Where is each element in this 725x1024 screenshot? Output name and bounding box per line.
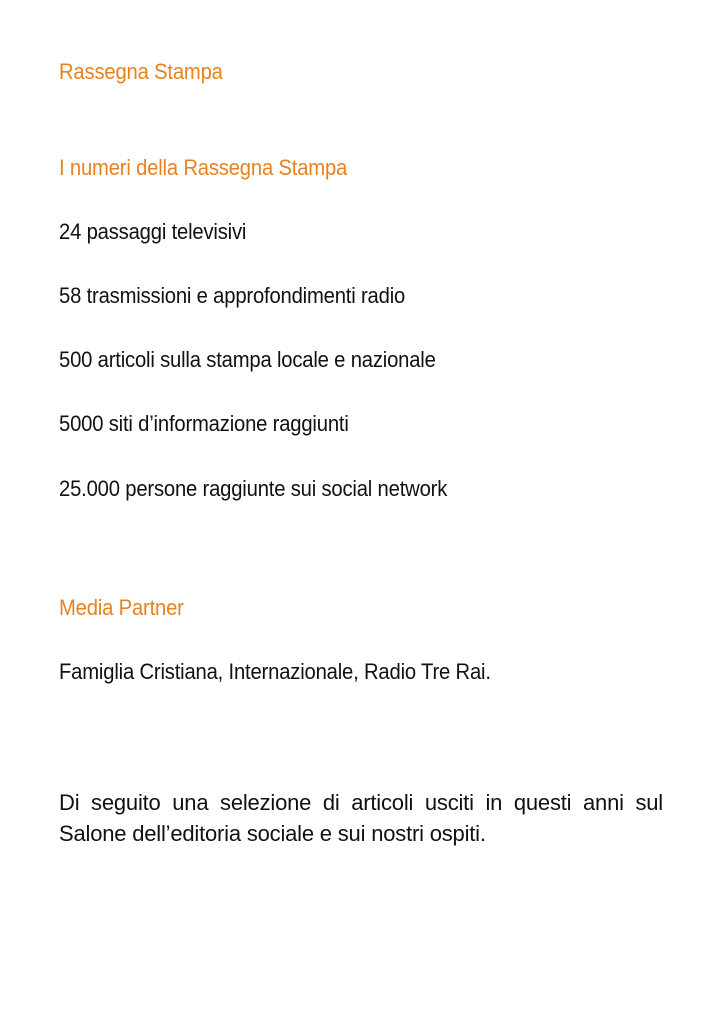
numbers-item-websites: 5000 siti d’informazione raggiunti — [59, 411, 349, 436]
page-title: Rassegna Stampa — [59, 59, 223, 84]
numbers-item-social: 25.000 persone raggiunte sui social network — [59, 476, 448, 501]
numbers-item-tv: 24 passaggi televisivi — [59, 219, 247, 244]
media-partner-heading: Media Partner — [59, 595, 184, 620]
media-partner-list: Famiglia Cristiana, Internazionale, Radio Tre Rai. — [59, 659, 491, 684]
closing-paragraph: Di seguito una selezione di articoli usciti in questi anni sul Salone dell’editoria sociale e sui nostri ospiti. — [59, 790, 663, 846]
numbers-item-radio: 58 trasmissioni e approfondimenti radio — [59, 283, 406, 308]
numbers-item-press: 500 articoli sulla stampa locale e nazionale — [59, 347, 436, 372]
numbers-section-heading: I numeri della Rassegna Stampa — [59, 155, 348, 180]
